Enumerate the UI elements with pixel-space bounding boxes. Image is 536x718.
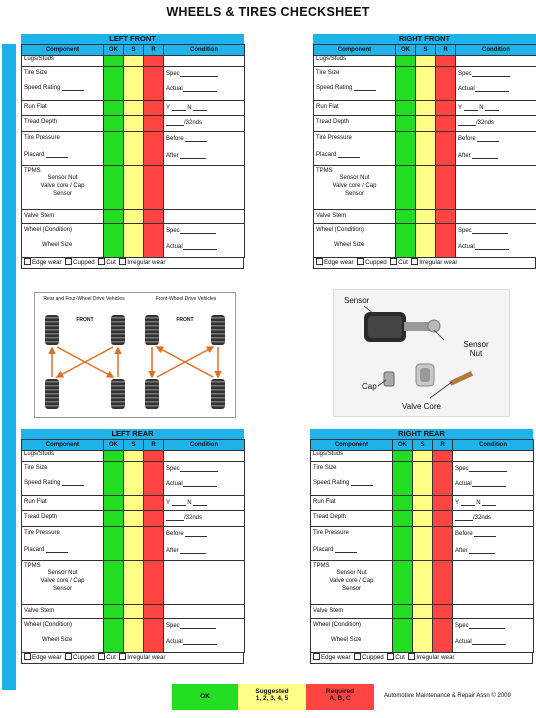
condition-cell[interactable]: Y N	[164, 101, 245, 116]
sensor-label: Sensor	[344, 296, 370, 305]
ok-cell[interactable]	[104, 210, 124, 224]
condition-cell[interactable]: Spec Actual	[456, 224, 536, 258]
sheet-right-rear	[310, 429, 533, 664]
s-cell[interactable]	[124, 166, 144, 210]
r-cell[interactable]	[144, 116, 164, 132]
component-cell: Tire Pressure Placard	[311, 527, 393, 561]
r-cell[interactable]	[433, 511, 453, 527]
row-tread-depth	[311, 511, 534, 527]
row-tpms	[22, 561, 245, 605]
component-cell: Tire Size Speed Rating	[22, 462, 104, 496]
ok-cell[interactable]	[104, 166, 124, 210]
r-cell[interactable]	[144, 166, 164, 210]
r-cell[interactable]	[433, 605, 453, 619]
component-cell: Wheel (Condition) Wheel Size	[311, 619, 393, 653]
condition-cell[interactable]	[453, 561, 534, 605]
r-cell[interactable]	[436, 116, 456, 132]
s-cell[interactable]	[124, 605, 144, 619]
ok-cell[interactable]	[104, 605, 124, 619]
r-cell[interactable]	[433, 619, 453, 653]
tire-icons	[45, 315, 225, 409]
component-cell: Valve Stem	[311, 605, 393, 619]
s-cell[interactable]	[416, 101, 436, 116]
cut-checkbox[interactable]	[98, 653, 105, 660]
ok-cell[interactable]	[393, 561, 413, 605]
r-cell[interactable]	[433, 496, 453, 511]
ok-cell[interactable]	[396, 116, 416, 132]
cupped-checkbox[interactable]	[65, 258, 72, 265]
row-wheel	[314, 224, 536, 258]
legend-required: Required A, B, C	[306, 684, 374, 710]
ok-cell[interactable]	[396, 210, 416, 224]
front-label-1: FRONT	[76, 317, 94, 323]
condition-cell[interactable]: Y N	[456, 101, 536, 116]
ok-cell[interactable]	[104, 224, 124, 258]
ok-cell[interactable]	[393, 511, 413, 527]
row-run-flat	[314, 101, 536, 116]
s-cell[interactable]	[124, 101, 144, 116]
row-lugs	[311, 451, 534, 462]
cupped-checkbox[interactable]	[65, 653, 72, 660]
edge-wear-checkbox[interactable]	[24, 653, 31, 660]
irregular-wear-checkbox[interactable]	[119, 258, 126, 265]
front-label-2: FRONT	[176, 317, 194, 323]
row-run-flat	[311, 496, 534, 511]
ok-cell[interactable]	[104, 451, 124, 462]
col-condition: Condition	[164, 45, 245, 56]
r-cell[interactable]	[433, 561, 453, 605]
sheet-title: LEFT REAR	[21, 429, 244, 439]
col-component: Component	[314, 45, 396, 56]
col-component: Component	[22, 440, 104, 451]
condition-cell[interactable]	[164, 210, 245, 224]
component-cell: Tire Size Speed Rating	[311, 462, 393, 496]
condition-cell[interactable]	[164, 56, 245, 67]
s-cell[interactable]	[124, 56, 144, 67]
condition-cell[interactable]: Before After	[164, 527, 245, 561]
row-wheel	[22, 224, 245, 258]
s-cell[interactable]	[413, 619, 433, 653]
r-cell[interactable]	[144, 605, 164, 619]
tire-rotation-diagram	[34, 292, 236, 418]
ok-cell[interactable]	[393, 619, 413, 653]
s-cell[interactable]	[413, 451, 433, 462]
s-cell[interactable]	[124, 511, 144, 527]
col-r: R	[144, 440, 164, 451]
fwd-label: Front-Wheel Drive Vehicles	[155, 296, 217, 302]
row-lugs	[314, 56, 536, 67]
condition-cell[interactable]: Spec Actual	[453, 619, 534, 653]
s-cell[interactable]	[416, 67, 436, 101]
s-cell[interactable]	[124, 619, 144, 653]
component-cell: Lugs/Studs	[22, 56, 104, 67]
condition-cell[interactable]: Y N	[453, 496, 534, 511]
rwd-label: Rear and Four-Wheel Drive Vehicles	[43, 296, 125, 302]
r-cell[interactable]	[436, 210, 456, 224]
s-cell[interactable]	[416, 132, 436, 166]
tpms-parts-photo	[333, 289, 510, 417]
edge-wear-checkbox[interactable]	[316, 258, 323, 265]
r-cell[interactable]	[436, 132, 456, 166]
component-cell: Valve Stem	[22, 210, 104, 224]
r-cell[interactable]	[436, 101, 456, 116]
ok-cell[interactable]	[393, 451, 413, 462]
condition-cell[interactable]	[164, 451, 245, 462]
r-cell[interactable]	[144, 67, 164, 101]
side-accent-bar	[2, 44, 16, 690]
r-cell[interactable]	[436, 56, 456, 67]
col-s: S	[124, 45, 144, 56]
s-cell[interactable]	[124, 527, 144, 561]
r-cell[interactable]	[144, 101, 164, 116]
component-cell: Tire Pressure Placard	[22, 527, 104, 561]
row-tire-pressure	[22, 132, 245, 166]
ok-cell[interactable]	[393, 462, 413, 496]
s-cell[interactable]	[124, 462, 144, 496]
condition-cell[interactable]	[456, 166, 536, 210]
credit-text: Automotive Maintenance & Repair Assn © 2009	[384, 693, 511, 699]
condition-cell[interactable]: /32nds	[164, 116, 245, 132]
r-cell[interactable]	[144, 224, 164, 258]
s-cell[interactable]	[124, 224, 144, 258]
row-tread-depth	[22, 116, 245, 132]
irregular-wear-checkbox[interactable]	[408, 653, 415, 660]
component-cell: Tire Pressure Placard	[314, 132, 396, 166]
ok-cell[interactable]	[104, 496, 124, 511]
condition-cell[interactable]	[453, 451, 534, 462]
col-condition: Condition	[164, 440, 245, 451]
r-cell[interactable]	[436, 224, 456, 258]
r-cell[interactable]	[433, 451, 453, 462]
row-tpms	[22, 166, 245, 210]
wear-checkbox-row: Edge wear Cupped Cut Irregular wear	[310, 653, 533, 664]
ok-cell[interactable]	[104, 511, 124, 527]
s-cell[interactable]	[416, 56, 436, 67]
edge-wear-checkbox[interactable]	[24, 258, 31, 265]
component-cell: Wheel (Condition) Wheel Size	[22, 619, 104, 653]
condition-cell[interactable]: Before After	[453, 527, 534, 561]
component-cell: Lugs/Studs	[314, 56, 396, 67]
condition-cell[interactable]: /32nds	[453, 511, 534, 527]
condition-cell[interactable]: Y N	[164, 496, 245, 511]
component-cell: Tire Size Speed Rating	[22, 67, 104, 101]
component-cell: Tire Size Speed Rating	[314, 67, 396, 101]
valve-core-label: Valve Core	[402, 402, 441, 411]
col-r: R	[433, 440, 453, 451]
wear-checkbox-row: Edge wear Cupped Cut Irregular wear	[21, 653, 244, 664]
row-tread-depth	[314, 116, 536, 132]
cut-checkbox[interactable]	[390, 258, 397, 265]
component-cell: TPMS Sensor Nut Valve core / Cap Sensor	[22, 561, 104, 605]
row-tire-size	[22, 67, 245, 101]
sheet-left-front	[21, 34, 244, 269]
ok-cell[interactable]	[396, 67, 416, 101]
ok-cell[interactable]	[104, 132, 124, 166]
component-cell: Run Flat	[22, 496, 104, 511]
s-cell[interactable]	[124, 561, 144, 605]
sheet-title: RIGHT FRONT	[313, 34, 536, 44]
condition-cell[interactable]: /32nds	[456, 116, 536, 132]
r-cell[interactable]	[144, 561, 164, 605]
condition-cell[interactable]: Spec Actual	[164, 619, 245, 653]
r-cell[interactable]	[436, 166, 456, 210]
component-cell: Lugs/Studs	[22, 451, 104, 462]
r-cell[interactable]	[433, 527, 453, 561]
s-cell[interactable]	[124, 67, 144, 101]
r-cell[interactable]	[144, 511, 164, 527]
wear-checkbox-row: Edge wear Cupped Cut Irregular wear	[21, 258, 244, 269]
ok-cell[interactable]	[104, 462, 124, 496]
row-tpms	[314, 166, 536, 210]
irregular-wear-checkbox[interactable]	[119, 653, 126, 660]
s-cell[interactable]	[413, 462, 433, 496]
row-tire-size	[311, 462, 534, 496]
s-cell[interactable]	[413, 511, 433, 527]
condition-cell[interactable]	[164, 561, 245, 605]
ok-cell[interactable]	[396, 56, 416, 67]
s-cell[interactable]	[124, 132, 144, 166]
sheet-title: LEFT FRONT	[21, 34, 244, 44]
condition-cell[interactable]	[453, 605, 534, 619]
irregular-wear-checkbox[interactable]	[411, 258, 418, 265]
row-valve-stem	[22, 210, 245, 224]
r-cell[interactable]	[144, 462, 164, 496]
component-cell: Run Flat	[314, 101, 396, 116]
component-cell: TPMS Sensor Nut Valve core / Cap Sensor	[311, 561, 393, 605]
condition-cell[interactable]: Spec Actual	[164, 224, 245, 258]
component-cell: Tread Depth	[22, 116, 104, 132]
ok-cell[interactable]	[396, 166, 416, 210]
component-cell: Tread Depth	[311, 511, 393, 527]
r-cell[interactable]	[144, 210, 164, 224]
row-tread-depth	[22, 511, 245, 527]
component-cell: Run Flat	[22, 101, 104, 116]
row-valve-stem	[311, 605, 534, 619]
row-lugs	[22, 451, 245, 462]
component-cell: Lugs/Studs	[311, 451, 393, 462]
condition-cell[interactable]	[456, 56, 536, 67]
col-r: R	[436, 45, 456, 56]
column-header-row	[314, 45, 536, 56]
row-tire-pressure	[22, 527, 245, 561]
page-title: WHEELS & TIRES CHECKSHEET	[166, 5, 370, 19]
rotation-arrows	[35, 293, 235, 417]
col-s: S	[416, 45, 436, 56]
component-cell: Wheel (Condition) Wheel Size	[314, 224, 396, 258]
s-cell[interactable]	[416, 210, 436, 224]
s-cell[interactable]	[124, 496, 144, 511]
component-cell: TPMS Sensor Nut Valve core / Cap Sensor	[22, 166, 104, 210]
ok-cell[interactable]	[104, 67, 124, 101]
legend-ok: OK	[172, 684, 238, 710]
col-ok: OK	[104, 440, 124, 451]
column-header-row	[22, 440, 245, 451]
edge-wear-checkbox[interactable]	[313, 653, 320, 660]
r-cell[interactable]	[436, 67, 456, 101]
ok-cell[interactable]	[104, 56, 124, 67]
ok-cell[interactable]	[104, 116, 124, 132]
s-cell[interactable]	[416, 224, 436, 258]
ok-cell[interactable]	[393, 496, 413, 511]
s-cell[interactable]	[416, 116, 436, 132]
column-header-row	[22, 45, 245, 56]
cupped-checkbox[interactable]	[357, 258, 364, 265]
component-cell: Tread Depth	[22, 511, 104, 527]
row-valve-stem	[314, 210, 536, 224]
col-component: Component	[22, 45, 104, 56]
cut-checkbox[interactable]	[387, 653, 394, 660]
r-cell[interactable]	[144, 496, 164, 511]
row-tpms	[311, 561, 534, 605]
row-wheel	[22, 619, 245, 653]
col-s: S	[124, 440, 144, 451]
col-condition: Condition	[456, 45, 536, 56]
condition-cell[interactable]	[456, 210, 536, 224]
s-cell[interactable]	[124, 116, 144, 132]
r-cell[interactable]	[144, 527, 164, 561]
component-cell: Tread Depth	[314, 116, 396, 132]
component-cell: Tire Pressure Placard	[22, 132, 104, 166]
sheet-title: RIGHT REAR	[310, 429, 533, 439]
component-cell: Valve Stem	[314, 210, 396, 224]
condition-cell[interactable]: Spec Actual	[164, 67, 245, 101]
row-tire-size	[314, 67, 536, 101]
condition-cell[interactable]: Spec Actual	[453, 462, 534, 496]
s-cell[interactable]	[413, 605, 433, 619]
s-cell[interactable]	[124, 210, 144, 224]
s-cell[interactable]	[124, 451, 144, 462]
row-run-flat	[22, 496, 245, 511]
s-cell[interactable]	[413, 561, 433, 605]
s-cell[interactable]	[413, 527, 433, 561]
col-component: Component	[311, 440, 393, 451]
ok-cell[interactable]	[393, 605, 413, 619]
col-ok: OK	[104, 45, 124, 56]
s-cell[interactable]	[413, 496, 433, 511]
r-cell[interactable]	[144, 56, 164, 67]
legend-suggested: Suggested 1, 2, 3, 4, 5	[238, 684, 306, 710]
ok-cell[interactable]	[396, 224, 416, 258]
component-cell: Valve Stem	[22, 605, 104, 619]
ok-cell[interactable]	[104, 101, 124, 116]
ok-cell[interactable]	[396, 101, 416, 116]
row-wheel	[311, 619, 534, 653]
col-condition: Condition	[453, 440, 534, 451]
r-cell[interactable]	[144, 132, 164, 166]
col-ok: OK	[393, 440, 413, 451]
condition-cell[interactable]: Before After	[456, 132, 536, 166]
component-cell: TPMS Sensor Nut Valve core / Cap Sensor	[314, 166, 396, 210]
condition-cell[interactable]	[164, 605, 245, 619]
wear-checkbox-row: Edge wear Cupped Cut Irregular wear	[313, 258, 536, 269]
component-cell: Run Flat	[311, 496, 393, 511]
col-s: S	[413, 440, 433, 451]
column-header-row	[311, 440, 534, 451]
row-valve-stem	[22, 605, 245, 619]
col-r: R	[144, 45, 164, 56]
sheet-left-rear	[21, 429, 244, 664]
condition-cell[interactable]: Before After	[164, 132, 245, 166]
row-tire-pressure	[314, 132, 536, 166]
col-ok: OK	[396, 45, 416, 56]
ok-cell[interactable]	[104, 527, 124, 561]
s-cell[interactable]	[416, 166, 436, 210]
component-cell: Wheel (Condition) Wheel Size	[22, 224, 104, 258]
ok-cell[interactable]	[396, 132, 416, 166]
row-tire-size	[22, 462, 245, 496]
cut-checkbox[interactable]	[98, 258, 105, 265]
row-tire-pressure	[311, 527, 534, 561]
row-lugs	[22, 56, 245, 67]
condition-cell[interactable]	[164, 166, 245, 210]
ok-cell[interactable]	[104, 619, 124, 653]
ok-cell[interactable]	[393, 527, 413, 561]
sensor-nut-label: Sensor Nut	[463, 340, 489, 358]
cap-label: Cap	[362, 382, 377, 391]
condition-cell[interactable]: Spec Actual	[456, 67, 536, 101]
row-run-flat	[22, 101, 245, 116]
ok-cell[interactable]	[104, 561, 124, 605]
r-cell[interactable]	[144, 451, 164, 462]
r-cell[interactable]	[433, 462, 453, 496]
condition-cell[interactable]: Spec Actual	[164, 462, 245, 496]
condition-cell[interactable]: /32nds	[164, 511, 245, 527]
r-cell[interactable]	[144, 619, 164, 653]
sheet-right-front	[313, 34, 536, 269]
cupped-checkbox[interactable]	[354, 653, 361, 660]
